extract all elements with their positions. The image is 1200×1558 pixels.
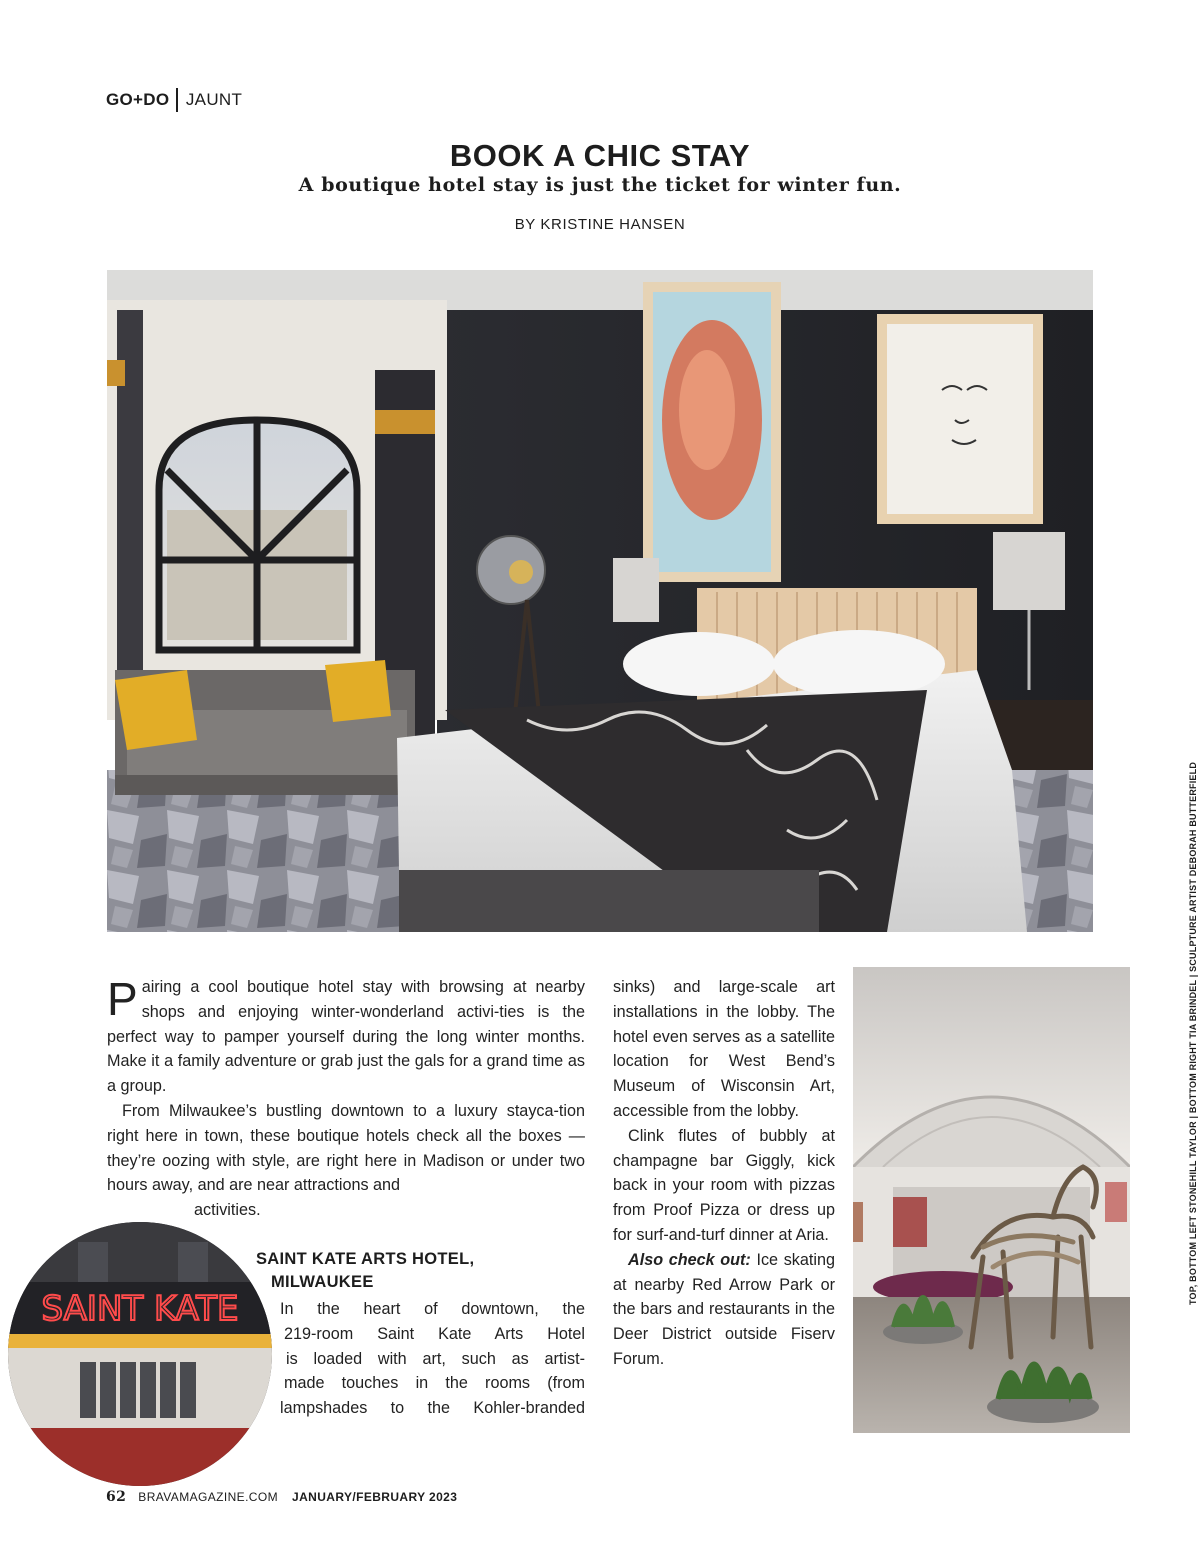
article-byline: BY KRISTINE HANSEN xyxy=(514,216,686,233)
also-check-out-lead: Also check out: xyxy=(628,1250,751,1269)
section-heading xyxy=(256,1248,474,1294)
intro-column xyxy=(107,975,585,1198)
saint-kate-exterior-photo xyxy=(8,1222,272,1486)
footer-site: BRAVAMAGAZINE.COM xyxy=(138,1490,278,1504)
drop-cap: P xyxy=(107,973,138,1025)
intro-paragraph xyxy=(107,975,585,1099)
article-subtitle: A boutique hotel stay is just the ticket for winter fun. xyxy=(298,174,902,196)
section-body xyxy=(276,1297,585,1421)
section-secondary: JAUNT xyxy=(185,90,243,109)
second-paragraph-tail: activities. xyxy=(194,1201,261,1219)
also-check-out-paragraph xyxy=(613,1248,835,1372)
hotel-room-photo xyxy=(107,270,1093,932)
section-heading-line1: SAINT KATE ARTS HOTEL, xyxy=(256,1250,475,1268)
article-title: BOOK A CHIC STAY xyxy=(449,138,751,173)
third-column xyxy=(613,975,835,1372)
page-footer xyxy=(106,1489,457,1505)
section-divider xyxy=(176,88,178,112)
second-paragraph: From Milwaukee’s bustling downtown to a luxury stayca-tion right here in town, these boutique hotels check all the boxes — they’re oozing with style, are right here in Madison or under two hours away, and are near attractions and xyxy=(107,1101,585,1195)
col3-paragraph-2: Clink flutes of bubbly at champagne bar Giggly, kick back in your room with pizzas from Proof Pizza or dress up for surf-and-turf dinner at Aria. xyxy=(613,1126,835,1244)
section-line: lampshades to the Kohler-branded xyxy=(280,1399,585,1418)
section-line: 219-room Saint Kate Arts Hotel xyxy=(284,1324,585,1343)
intro-text: airing a cool boutique hotel stay with browsing at nearby shops and enjoying winter-wonderland activi-ties is the perfect way to pamper yourself during the long winter months. Make it a family adventure or grab just the gals for a grand time as a group. xyxy=(107,978,585,1096)
section-line: In the heart of downtown, the xyxy=(280,1300,585,1318)
col3-paragraph: sinks) and large-scale art installations in the lobby. The hotel even serves as a satellite location for West Bend’s Museum of Wisconsin Art, accessible from the lobby. xyxy=(613,978,835,1120)
section-heading-line2: MILWAUKEE xyxy=(271,1273,374,1291)
section-tag xyxy=(106,88,242,112)
footer-issue: JANUARY/FEBRUARY 2023 xyxy=(292,1490,458,1504)
page-number: 62 xyxy=(106,1489,127,1505)
photo-credit: TOP, BOTTOM LEFT STONEHILL TAYLOR | BOTTOM RIGHT TIA BRINDEL | SCULPTURE ARTIST DEBORAH BUTTERFIELD xyxy=(1188,761,1198,1305)
lobby-sculpture-photo xyxy=(853,967,1130,1433)
saint-kate-sign: SAINT KATE xyxy=(41,1289,239,1329)
section-line: is loaded with art, such as artist- xyxy=(286,1349,585,1368)
also-check-out-text: Ice skating at nearby Red Arrow Park or the bars and restaurants in the Deer District outside Fiserv Forum. xyxy=(613,1250,835,1368)
section-line: made touches in the rooms (from xyxy=(284,1374,585,1393)
section-primary: GO+DO xyxy=(106,90,170,109)
